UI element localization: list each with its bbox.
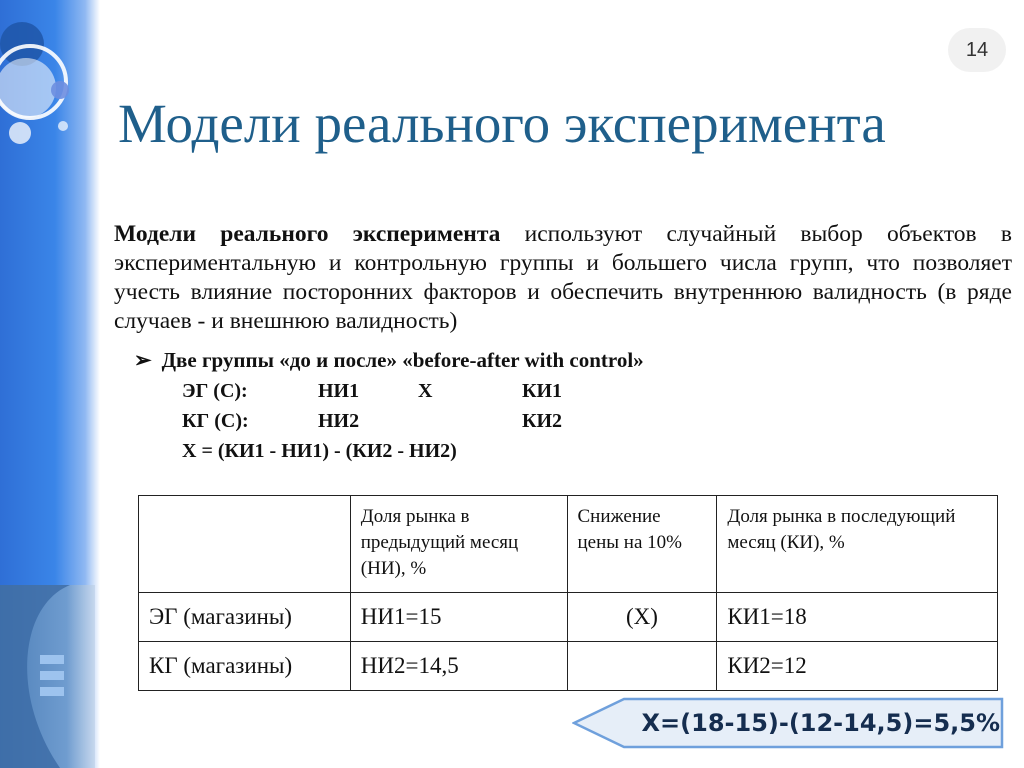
scheme-formula-text: X = (КИ1 - НИ1) - (КИ2 - НИ2) (182, 440, 457, 462)
table-cell: НИ1=15 (350, 593, 567, 642)
slide-number-badge (948, 28, 1006, 72)
table-header-cell: Доля рынка в предыдущий месяц (НИ), % (350, 496, 567, 593)
paragraph-bold-lead: Модели реального эксперимента (114, 221, 501, 247)
table-cell: КИ1=18 (717, 593, 998, 642)
table-cell (567, 642, 717, 691)
result-text: Х=(18-15)-(12-14,5)=5,5% (641, 709, 1000, 737)
table-header-cell: Снижение цены на 10% (567, 496, 717, 593)
scheme-group-eg: ЭГ (С): (182, 380, 248, 402)
slide-number: 14 (965, 38, 989, 61)
slide-title: Модели реального эксперимента (118, 93, 886, 154)
table-header-row (139, 496, 998, 593)
crescent-decoration (0, 585, 95, 768)
scheme-group-kg: КГ (С): (182, 410, 249, 432)
result-callout (572, 697, 1004, 749)
scheme-before-1: НИ1 (318, 380, 360, 402)
table-cell: ЭГ (магазины) (139, 593, 351, 642)
scheme-x: X (418, 380, 433, 402)
scheme-before-2: НИ2 (318, 410, 360, 432)
table-row (139, 642, 998, 691)
bullet-text: Две группы «до и после» «before-after with control» (161, 348, 644, 372)
decorative-sidebar (0, 0, 100, 768)
scheme-after-1: КИ1 (522, 380, 563, 402)
results-table (138, 495, 998, 691)
scheme-after-2: КИ2 (522, 410, 563, 432)
table-row (139, 593, 998, 642)
paragraph-text: используют случайный выбор объектов в экспериментальную и контрольную группы и большего числа групп, что позволяет учесть влияние посторонних факторов и обеспечить внутреннюю валидность (в ряде случаев - и внешнюю валидность) (114, 221, 1012, 334)
table-header-cell: Доля рынка в последующий месяц (КИ), % (717, 496, 998, 593)
table-cell: КГ (магазины) (139, 642, 351, 691)
arrow-bullet-icon: ➢ (134, 348, 152, 372)
table-cell: (Х) (567, 593, 717, 642)
table-header-cell (139, 496, 351, 593)
table-cell: НИ2=14,5 (350, 642, 567, 691)
intro-paragraph (114, 220, 1012, 336)
sidebar-lower-band (0, 585, 95, 768)
table-cell: КИ2=12 (717, 642, 998, 691)
bullet-item (134, 348, 644, 373)
